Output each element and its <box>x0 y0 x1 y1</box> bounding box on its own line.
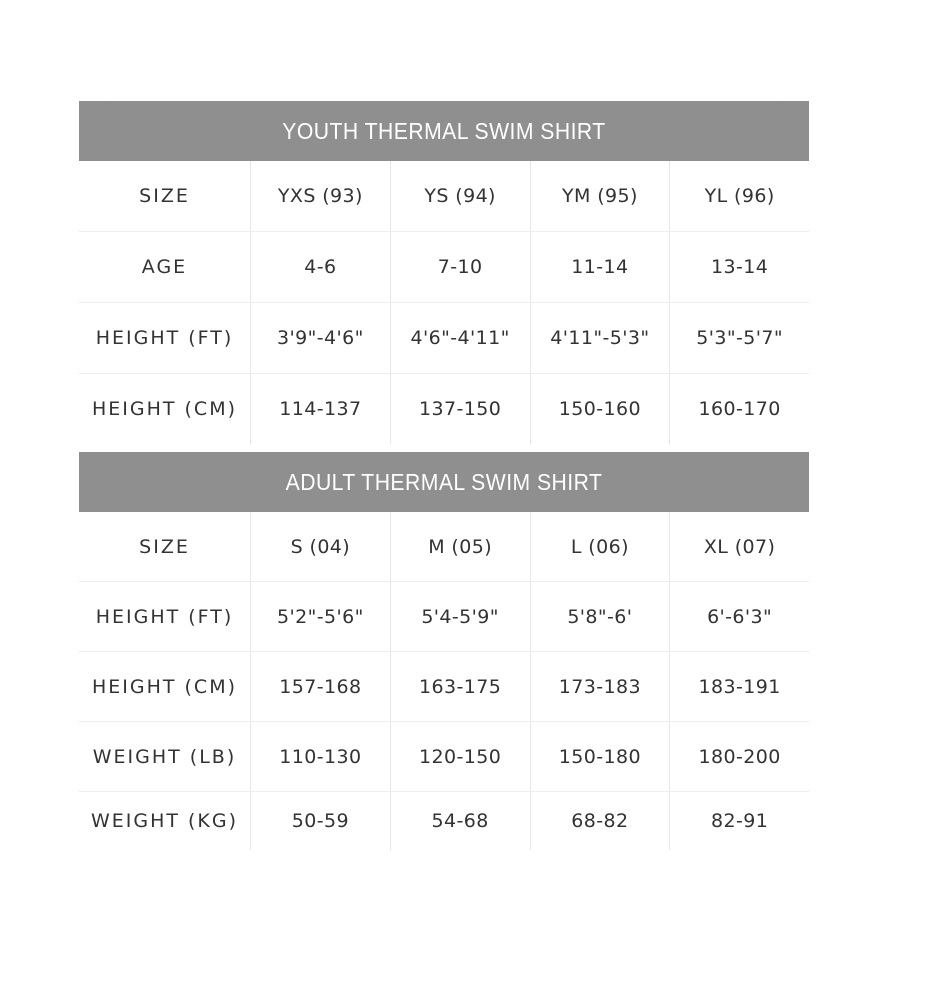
size-value: S (04) <box>250 512 390 581</box>
height-cm-value: 114-137 <box>250 374 390 444</box>
adult-banner <box>79 452 809 512</box>
height-cm-value: 160-170 <box>669 374 809 444</box>
size-value: L (06) <box>530 512 670 581</box>
height-ft-value: 3'9"-4'6" <box>250 303 390 373</box>
adult-title: ADULT THERMAL SWIM SHIRT <box>285 468 603 495</box>
weight-lb-value: 180-200 <box>669 722 809 791</box>
table-row <box>79 652 809 722</box>
height-cm-value: 183-191 <box>669 652 809 721</box>
table-row <box>79 582 809 652</box>
table-row <box>79 792 809 850</box>
table-row <box>79 512 809 582</box>
size-value: YL (96) <box>669 161 809 231</box>
row-label: SIZE <box>139 535 190 558</box>
table-row <box>79 303 809 374</box>
row-label: AGE <box>141 256 188 278</box>
size-value: YM (95) <box>530 161 670 231</box>
row-label: HEIGHT (FT) <box>95 605 234 628</box>
age-value: 13-14 <box>669 232 809 302</box>
size-value: M (05) <box>390 512 530 581</box>
weight-kg-value: 82-91 <box>669 792 809 850</box>
row-label: HEIGHT (FT) <box>95 327 234 349</box>
row-label: HEIGHT (CM) <box>91 675 238 698</box>
height-ft-value: 4'6"-4'11" <box>390 303 530 373</box>
height-ft-value: 5'2"-5'6" <box>250 582 390 651</box>
height-ft-value: 5'3"-5'7" <box>669 303 809 373</box>
table-row <box>79 374 809 444</box>
age-value: 7-10 <box>390 232 530 302</box>
weight-kg-value: 68-82 <box>530 792 670 850</box>
weight-kg-value: 54-68 <box>390 792 530 850</box>
age-value: 4-6 <box>250 232 390 302</box>
row-label: WEIGHT (LB) <box>92 745 237 768</box>
youth-size-chart <box>79 101 809 444</box>
weight-lb-value: 110-130 <box>250 722 390 791</box>
youth-banner <box>79 101 809 161</box>
row-label: WEIGHT (KG) <box>90 810 239 832</box>
weight-lb-value: 120-150 <box>390 722 530 791</box>
age-value: 11-14 <box>530 232 670 302</box>
size-value: YXS (93) <box>250 161 390 231</box>
adult-size-chart <box>79 452 809 850</box>
size-value: XL (07) <box>669 512 809 581</box>
height-ft-value: 4'11"-5'3" <box>530 303 670 373</box>
row-label: SIZE <box>139 185 190 207</box>
weight-kg-value: 50-59 <box>250 792 390 850</box>
height-ft-value: 5'4-5'9" <box>390 582 530 651</box>
height-cm-value: 173-183 <box>530 652 670 721</box>
height-cm-value: 157-168 <box>250 652 390 721</box>
table-row <box>79 161 809 232</box>
height-ft-value: 6'-6'3" <box>669 582 809 651</box>
size-value: YS (94) <box>390 161 530 231</box>
height-cm-value: 163-175 <box>390 652 530 721</box>
table-row <box>79 232 809 303</box>
table-row <box>79 722 809 792</box>
height-cm-value: 137-150 <box>390 374 530 444</box>
weight-lb-value: 150-180 <box>530 722 670 791</box>
height-ft-value: 5'8"-6' <box>530 582 670 651</box>
height-cm-value: 150-160 <box>530 374 670 444</box>
youth-title: YOUTH THERMAL SWIM SHIRT <box>282 117 606 144</box>
row-label: HEIGHT (CM) <box>91 398 238 420</box>
